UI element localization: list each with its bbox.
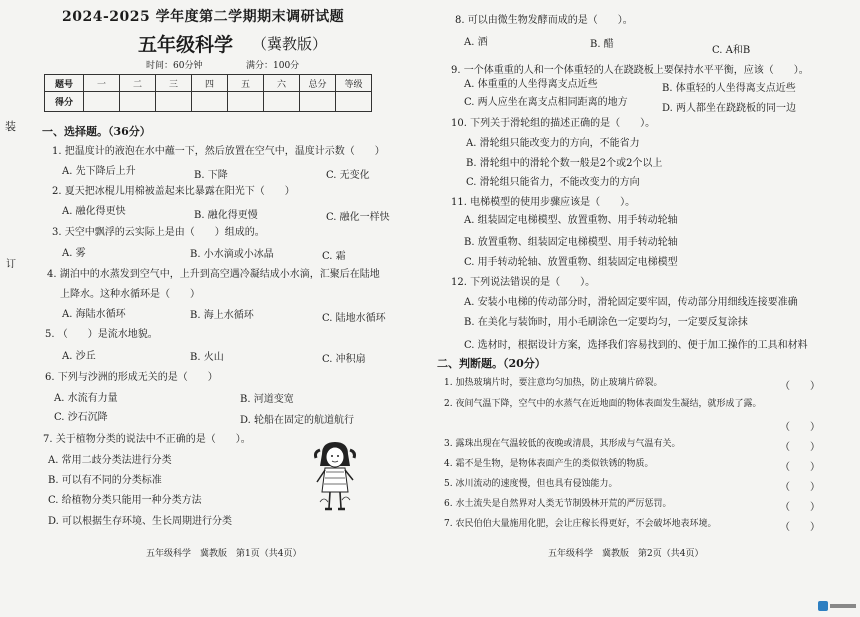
q2-text: 2. 夏天把冰棍儿用棉被盖起来比暴露在阳光下（ ） bbox=[52, 186, 295, 197]
q2-option-a: A. 融化得更快 bbox=[62, 206, 126, 217]
q6-option-a: A. 水流有力量 bbox=[54, 393, 118, 404]
judge-item-7: 7. 农民伯伯大量施用化肥，会让庄稼长得更好，不会破坏地表环境。 bbox=[444, 519, 717, 529]
q9-option-b: B. 体重轻的人坐得离支点近些 bbox=[662, 83, 796, 94]
q3-option-a: A. 雾 bbox=[62, 248, 86, 259]
q4-text-line1: 4. 湖泊中的水蒸发到空气中，上升到高空遇冷凝结成小水滴，汇聚后在陆地 bbox=[47, 269, 380, 280]
q9-option-d: D. 两人都坐在跷跷板的同一边 bbox=[662, 103, 797, 114]
q6-option-c: C. 沙石沉降 bbox=[54, 412, 108, 423]
score-table-header: 五 bbox=[228, 75, 264, 92]
judge-answer-7[interactable]: （ ） bbox=[780, 522, 820, 533]
q1-text: 1. 把温度计的液泡在水中蘸一下，然后放置在空气中，温度计示数（ ） bbox=[52, 146, 385, 157]
q6-option-b: B. 河道变宽 bbox=[240, 394, 294, 405]
q7-option-c: C. 给植物分类只能用一种分类方法 bbox=[48, 495, 202, 506]
q2-option-b: B. 融化得更慢 bbox=[194, 210, 258, 221]
edition-label: （冀教版） bbox=[252, 35, 328, 53]
side-mark: 订 bbox=[6, 259, 16, 270]
q10-option-a: A. 滑轮组只能改变力的方向，不能省力 bbox=[466, 138, 640, 149]
judge-answer-4[interactable]: （ ） bbox=[780, 462, 820, 473]
q8-option-c: C. A和B bbox=[712, 45, 751, 56]
score-row-label: 得分 bbox=[45, 92, 84, 112]
q5-option-a: A. 沙丘 bbox=[62, 351, 96, 362]
q4-option-b: B. 海上水循环 bbox=[190, 310, 254, 321]
time-label: 时间：60分钟 bbox=[146, 61, 203, 71]
q10-text: 10. 下列关于滑轮组的描述正确的是（ ）。 bbox=[451, 118, 656, 129]
score-table-header: 二 bbox=[120, 75, 156, 92]
q9-text: 9. 一个体重重的人和一个体重轻的人在跷跷板上要保持水平平衡，应该（ ）。 bbox=[451, 65, 809, 76]
binding-mark: 装 bbox=[5, 120, 16, 133]
judge-item-1: 1. 加热玻璃片时，要注意均匀加热，防止玻璃片碎裂。 bbox=[444, 378, 663, 388]
q8-option-a: A. 酒 bbox=[464, 37, 488, 48]
footer-right: 五年级科学 冀教版 第2页（共4页） bbox=[548, 549, 704, 559]
score-cell[interactable] bbox=[300, 92, 336, 112]
q12-text: 12. 下列说法错误的是（ ）。 bbox=[451, 277, 596, 288]
judge-item-4: 4. 霜不是生物，是物体表面产生的类似铁锈的物质。 bbox=[444, 459, 654, 469]
q4-text-line2: 上降水。这种水循环是（ ） bbox=[60, 289, 200, 300]
q11-option-c: C. 用手转动轮轴、放置重物、组装固定电梯模型 bbox=[464, 257, 678, 268]
subject-title: 五年级科学 bbox=[138, 34, 234, 56]
score-table-header: 一 bbox=[84, 75, 120, 92]
q3-option-c: C. 霜 bbox=[322, 251, 346, 262]
q4-option-a: A. 海陆水循环 bbox=[62, 309, 126, 320]
q9-option-c: C. 两人应坐在离支点相同距离的地方 bbox=[464, 97, 628, 108]
score-cell[interactable] bbox=[336, 92, 372, 112]
q10-option-c: C. 滑轮组只能省力，不能改变力的方向 bbox=[466, 177, 640, 188]
watermark-logo bbox=[818, 600, 858, 612]
judge-item-6: 6. 水土流失是自然界对人类无节制毁林开荒的严厉惩罚。 bbox=[444, 499, 672, 509]
section2-title: 二、判断题。（20分） bbox=[437, 357, 546, 370]
score-cell[interactable] bbox=[192, 92, 228, 112]
score-cell[interactable] bbox=[84, 92, 120, 112]
judge-answer-6[interactable]: （ ） bbox=[780, 502, 820, 513]
q11-option-b: B. 放置重物、组装固定电梯模型、用手转动轮轴 bbox=[464, 237, 678, 248]
score-table-header: 总分 bbox=[300, 75, 336, 92]
score-table bbox=[44, 74, 372, 112]
q10-option-b: B. 滑轮组中的滑轮个数一般是2个或2个以上 bbox=[466, 158, 663, 169]
judge-item-5: 5. 冰川流动的速度慢，但也具有侵蚀能力。 bbox=[444, 479, 618, 489]
footer-left: 五年级科学 冀教版 第1页（共4页） bbox=[146, 549, 302, 559]
q1-option-b: B. 下降 bbox=[194, 170, 228, 181]
q5-option-b: B. 火山 bbox=[190, 352, 224, 363]
girl-illustration bbox=[312, 440, 358, 514]
score-cell[interactable] bbox=[228, 92, 264, 112]
score-cell[interactable] bbox=[120, 92, 156, 112]
judge-answer-5[interactable]: （ ） bbox=[780, 482, 820, 493]
q3-text: 3. 天空中飘浮的云实际上是由（ ）组成的。 bbox=[52, 227, 265, 238]
q11-option-a: A. 组装固定电梯模型、放置重物、用手转动轮轴 bbox=[464, 215, 678, 226]
score-table-header: 四 bbox=[192, 75, 228, 92]
q1-option-c: C. 无变化 bbox=[326, 170, 370, 181]
q8-text: 8. 可以由微生物发酵而成的是（ ）。 bbox=[455, 15, 633, 26]
full-score-label: 满分：100分 bbox=[246, 61, 300, 71]
judge-item-3: 3. 露珠出现在气温较低的夜晚或清晨，其形成与气温有关。 bbox=[444, 439, 681, 449]
q7-option-d: D. 可以根据生存环境、生长周期进行分类 bbox=[48, 516, 233, 527]
q7-option-b: B. 可以有不同的分类标准 bbox=[48, 475, 162, 486]
q6-option-d: D. 轮船在固定的航道航行 bbox=[240, 415, 355, 426]
q6-text: 6. 下列与沙洲的形成无关的是（ ） bbox=[45, 372, 218, 383]
q12-option-c: C. 选材时，根据设计方案，选择我们容易找到的、便于加工操作的工具和材料 bbox=[464, 340, 808, 351]
score-table-header: 等级 bbox=[336, 75, 372, 92]
score-table-header: 六 bbox=[264, 75, 300, 92]
score-table-header: 三 bbox=[156, 75, 192, 92]
judge-answer-3[interactable]: （ ） bbox=[780, 442, 820, 453]
q5-option-c: C. 冲积扇 bbox=[322, 354, 366, 365]
q3-option-b: B. 小水滴或小冰晶 bbox=[190, 249, 274, 260]
q11-text: 11. 电梯模型的使用步骤应该是（ ）。 bbox=[451, 197, 636, 208]
q1-option-a: A. 先下降后上升 bbox=[62, 166, 136, 177]
score-table-header: 题号 bbox=[45, 75, 84, 92]
q7-text: 7. 关于植物分类的说法中不正确的是（ ）。 bbox=[43, 434, 251, 445]
section1-title: 一、选择题。（36分） bbox=[42, 125, 151, 138]
judge-item-2: 2. 夜间气温下降，空气中的水蒸气在近地面的物体表面发生凝结，就形成了露。 bbox=[444, 399, 762, 409]
q5-text: 5. （ ）是流水地貌。 bbox=[45, 329, 158, 340]
score-cell[interactable] bbox=[264, 92, 300, 112]
judge-answer-2[interactable]: （ ） bbox=[780, 422, 820, 433]
judge-answer-1[interactable]: （ ） bbox=[780, 381, 820, 392]
q7-option-a: A. 常用二歧分类法进行分类 bbox=[48, 455, 172, 466]
q8-option-b: B. 醋 bbox=[590, 39, 614, 50]
q12-option-a: A. 安装小电梯的传动部分时，滑轮固定要牢固，传动部分用细线连接要准确 bbox=[464, 297, 798, 308]
score-cell[interactable] bbox=[156, 92, 192, 112]
q12-option-b: B. 在美化与装饰时，用小毛刷涂色一定要均匀，一定要反复涂抹 bbox=[464, 317, 748, 328]
q4-option-c: C. 陆地水循环 bbox=[322, 313, 386, 324]
exam-title: 2024-2025 学年度第二学期期末调研试题 bbox=[62, 9, 345, 25]
q9-option-a: A. 体重重的人坐得离支点近些 bbox=[464, 79, 598, 90]
q2-option-c: C. 融化一样快 bbox=[326, 212, 390, 223]
